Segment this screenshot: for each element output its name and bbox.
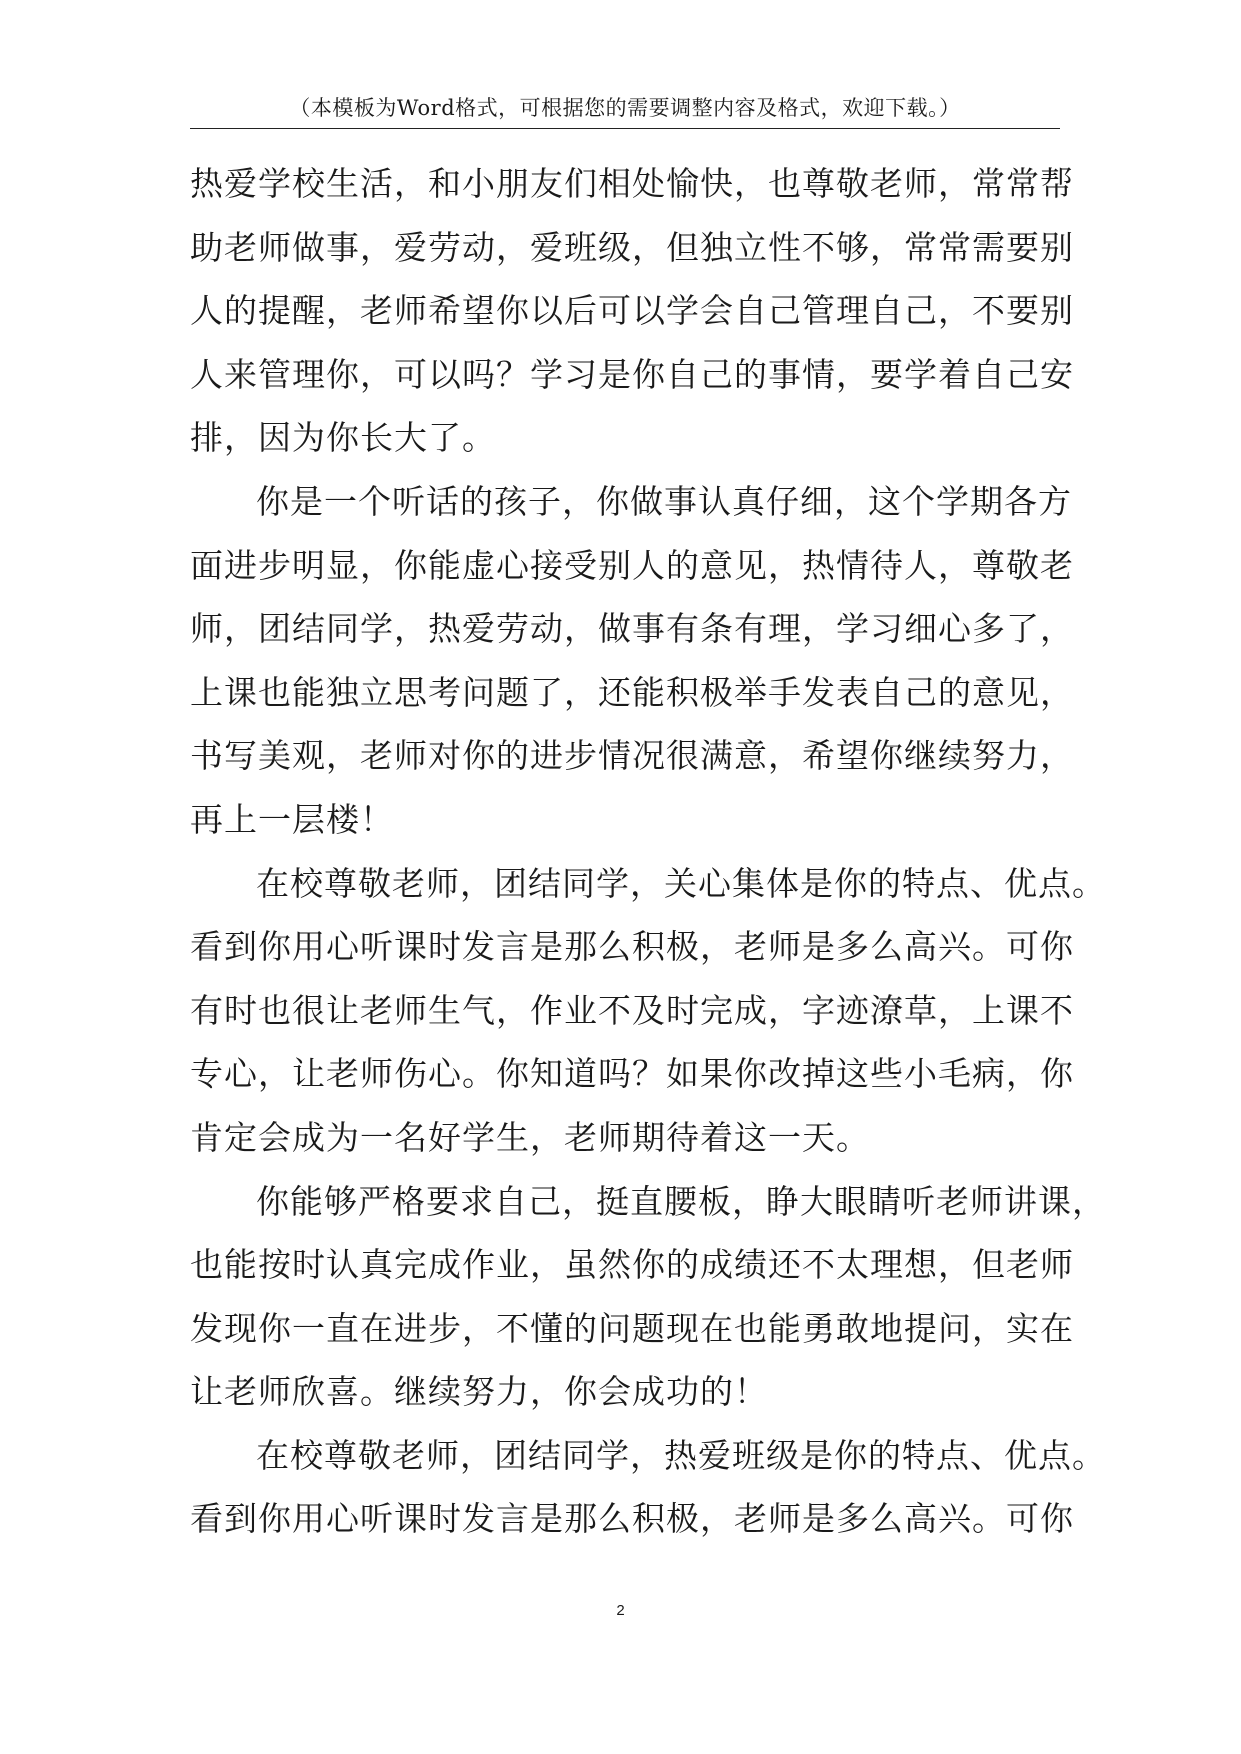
text-line: 也能按时认真完成作业，虽然你的成绩还不太理想，但老师 [190,1245,1074,1285]
text-line: 热爱学校生活，和小朋友们相处愉快，也尊敬老师，常常帮 [190,164,1074,203]
text-line: 师，团结同学，热爱劳动，做事有条有理，学习细心多了， [190,609,1074,649]
text-line: 助老师做事，爱劳动，爱班级，但独立性不够，常常需要别 [190,227,1074,267]
text-line: 再上一层楼！ [190,799,394,839]
text-line: 你是一个听话的孩子，你做事认真仔细，这个学期各方 [256,481,1072,521]
text-line: 人的提醒，老师希望你以后可以学会自己管理自己，不要别 [190,291,1074,331]
text-line: 专心，让老师伤心。你知道吗？如果你改掉这些小毛病，你 [190,1054,1074,1094]
text-line: 你能够严格要求自己，挺直腰板，睁大眼睛听老师讲课， [256,1181,1106,1221]
template-header-note: （本模板为Word格式，可根据您的需要调整内容及格式，欢迎下载。） [190,88,1060,129]
text-line: 发现你一直在进步，不懂的问题现在也能勇敢地提问，实在 [190,1308,1074,1348]
text-line: 排，因为你长大了。 [190,418,496,458]
body-text [190,152,1106,1551]
text-line: 书写美观，老师对你的进步情况很满意，希望你继续努力， [190,736,1074,776]
text-line: 上课也能独立思考问题了，还能积极举手发表自己的意见， [190,672,1074,712]
text-line: 看到你用心听课时发言是那么积极，老师是多么高兴。可你 [190,927,1074,967]
text-line: 肯定会成为一名好学生，老师期待着这一天。 [190,1117,870,1157]
text-line: 在校尊敬老师，团结同学，热爱班级是你的特点、优点。 [256,1435,1106,1475]
text-line: 面进步明显，你能虚心接受别人的意见，热情待人，尊敬老 [190,545,1074,585]
text-line: 人来管理你，可以吗？学习是你自己的事情，要学着自己安 [190,354,1074,394]
text-line: 在校尊敬老师，团结同学，关心集体是你的特点、优点。 [256,863,1106,903]
text-line: 看到你用心听课时发言是那么积极，老师是多么高兴。可你 [190,1499,1074,1539]
page-number: 2 [616,1602,625,1619]
text-line: 让老师欣喜。继续努力，你会成功的！ [190,1372,768,1412]
text-line: 有时也很让老师生气，作业不及时完成，字迹潦草，上课不 [190,990,1074,1030]
